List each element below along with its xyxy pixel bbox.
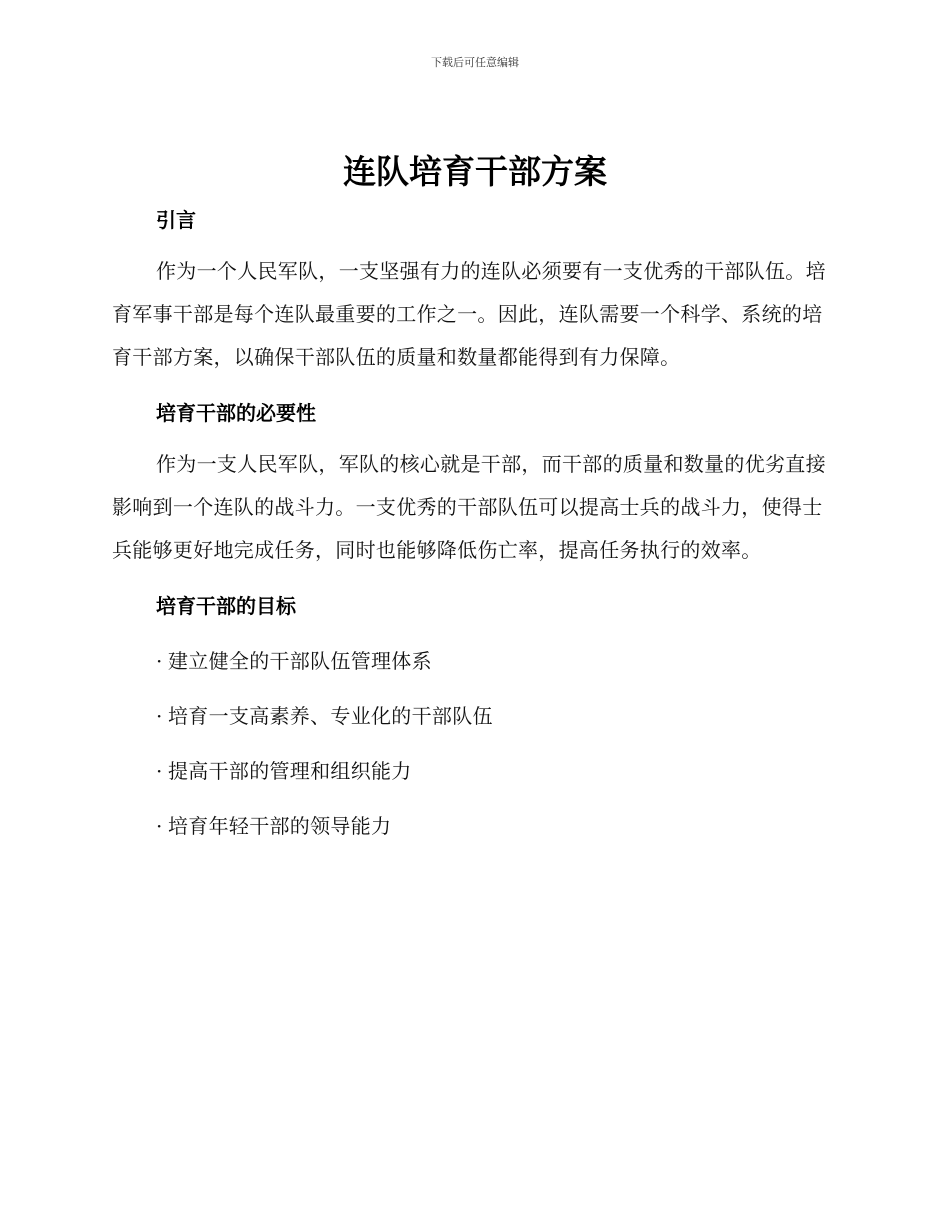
bullet-marker: ·: [156, 814, 163, 838]
section-heading-necessity: 培育干部的必要性: [156, 401, 316, 425]
goal-list: [112, 634, 834, 854]
list-item-text: 建立健全的干部队伍管理体系: [168, 649, 432, 673]
section-intro: [112, 200, 834, 379]
bullet-marker: ·: [156, 704, 163, 728]
section-heading-goals: 培育干部的目标: [156, 594, 296, 618]
list-item-text: 培育年轻干部的领导能力: [168, 814, 392, 838]
section-goals: [112, 586, 834, 854]
list-item: [156, 799, 834, 854]
section-necessity: [112, 393, 834, 572]
section-heading-intro: 引言: [156, 208, 196, 232]
list-item: [156, 634, 834, 689]
header-note: 下载后可任意编辑: [431, 56, 519, 69]
list-item: [156, 744, 834, 799]
document-body: [112, 200, 834, 854]
list-item: [156, 689, 834, 744]
bullet-marker: ·: [156, 649, 163, 673]
list-item-text: 提高干部的管理和组织能力: [168, 759, 412, 783]
list-item-text: 培育一支高素养、专业化的干部队伍: [168, 704, 493, 728]
paragraph-intro: 作为一个人民军队，一支坚强有力的连队必须要有一支优秀的干部队伍。培育军事干部是每个连队最重要的工作之一。因此，连队需要一个科学、系统的培育干部方案，以确保干部队伍的质量和数量都能得到有力保障。: [112, 259, 826, 369]
paragraph-necessity: 作为一支人民军队，军队的核心就是干部，而干部的质量和数量的优劣直接影响到一个连队的战斗力。一支优秀的干部队伍可以提高士兵的战斗力，使得士兵能够更好地完成任务，同时也能够降低伤亡率，提高任务执行的效率。: [112, 452, 826, 562]
bullet-marker: ·: [156, 759, 163, 783]
document-title: 连队培育干部方案: [343, 152, 607, 191]
